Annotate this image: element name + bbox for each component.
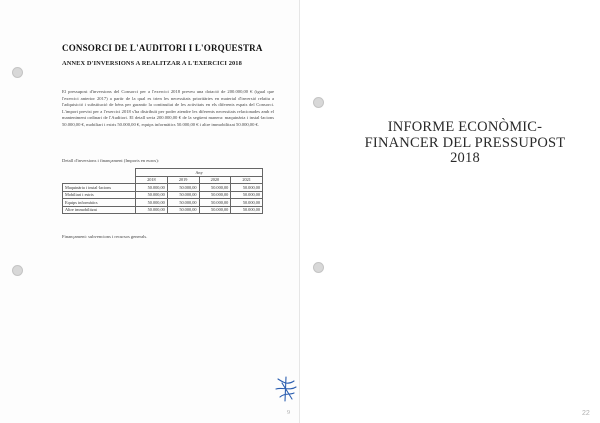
row-label: Mobiliari i estris <box>63 191 136 199</box>
table-row <box>63 184 263 192</box>
row-label: Equips informàtics <box>63 199 136 207</box>
report-title <box>352 120 578 167</box>
punch-hole-bottom-right <box>313 262 324 273</box>
budget-paragraph: El pressupost d'inversions del Consorci per a l'exercici 2018 preveu una dotació de 200.000,00 € (igual que l'exercici anterior 2017) a partir de la qual es trien les necessitats prioritàries en material d'inversió relatiu a l'adquisició i substitució de béns per garantir la continuïtat de les activitats en els diferents espais del Consorci. L'import previst per a l'exercici 2018 s'ha distribuït per poder atendre les diferents necessitats relacionades amb el manteniment ordinari de l'Auditori. El detall seria 200.000,00 € de la següent manera: maquinària i instal·lacions 50.000,00 €, mobiliari i estris 50.000,00 €, equips informàtics 50.000,00 € i altre immobilitzat 50.000,00 €. <box>62 89 274 127</box>
table-cell: 50.000,00 <box>199 191 231 199</box>
punch-hole-top-left <box>12 67 23 78</box>
page-fold <box>299 0 300 423</box>
punch-hole-top-right <box>313 97 324 108</box>
table-cell: 50.000,00 <box>199 199 231 207</box>
table-row <box>63 206 263 214</box>
table-cell: 50.000,00 <box>231 191 263 199</box>
table-cell: 50.000,00 <box>231 199 263 207</box>
row-label: Maquinària i instal·lacions <box>63 184 136 192</box>
right-page <box>300 0 600 423</box>
table-cell: 50.000,00 <box>231 206 263 214</box>
table-cell: 50.000,00 <box>167 191 199 199</box>
table-row <box>63 199 263 207</box>
column-header: 2018 <box>136 176 168 184</box>
table-note: Finançament: subvencions i recursos generals. <box>62 234 148 239</box>
table-cell: 50.000,00 <box>136 191 168 199</box>
table-cell: 50.000,00 <box>167 206 199 214</box>
page-number-left: 9 <box>287 410 290 416</box>
page-number-right: 22 <box>582 410 590 417</box>
row-label: Altre immobilitzat <box>63 206 136 214</box>
table-group-header-row <box>63 169 263 177</box>
report-title-year: 2018 <box>450 150 480 166</box>
table-caption: Detall d'inversions i finançament (Imports en euros): <box>62 158 160 163</box>
table-cell: 50.000,00 <box>167 199 199 207</box>
table-row <box>63 191 263 199</box>
table-cell: 50.000,00 <box>231 184 263 192</box>
table-cell: 50.000,00 <box>199 184 231 192</box>
document-title: CONSORCI DE L'AUDITORI I L'ORQUESTRA <box>62 43 263 53</box>
column-header: 2019 <box>167 176 199 184</box>
table-group-header: Any <box>136 169 263 177</box>
table-cell: 50.000,00 <box>136 206 168 214</box>
column-header: 2020 <box>199 176 231 184</box>
report-title-line: INFORME ECONÒMIC- <box>387 119 543 135</box>
signature-mark <box>272 373 300 405</box>
investment-table <box>62 168 263 214</box>
punch-hole-bottom-left <box>12 265 23 276</box>
table-corner <box>63 176 136 184</box>
table-cell: 50.000,00 <box>199 206 231 214</box>
table-cell: 50.000,00 <box>136 199 168 207</box>
column-header: 2021 <box>231 176 263 184</box>
table-header-row <box>63 176 263 184</box>
table-cell: 50.000,00 <box>136 184 168 192</box>
table-corner <box>63 169 136 177</box>
section-subtitle: ANNEX D'INVERSIONS A REALITZAR A L'EXERCICI 2018 <box>62 60 242 67</box>
report-title-line: FINANCER DEL PRESSUPOST <box>364 134 566 151</box>
table-cell: 50.000,00 <box>167 184 199 192</box>
